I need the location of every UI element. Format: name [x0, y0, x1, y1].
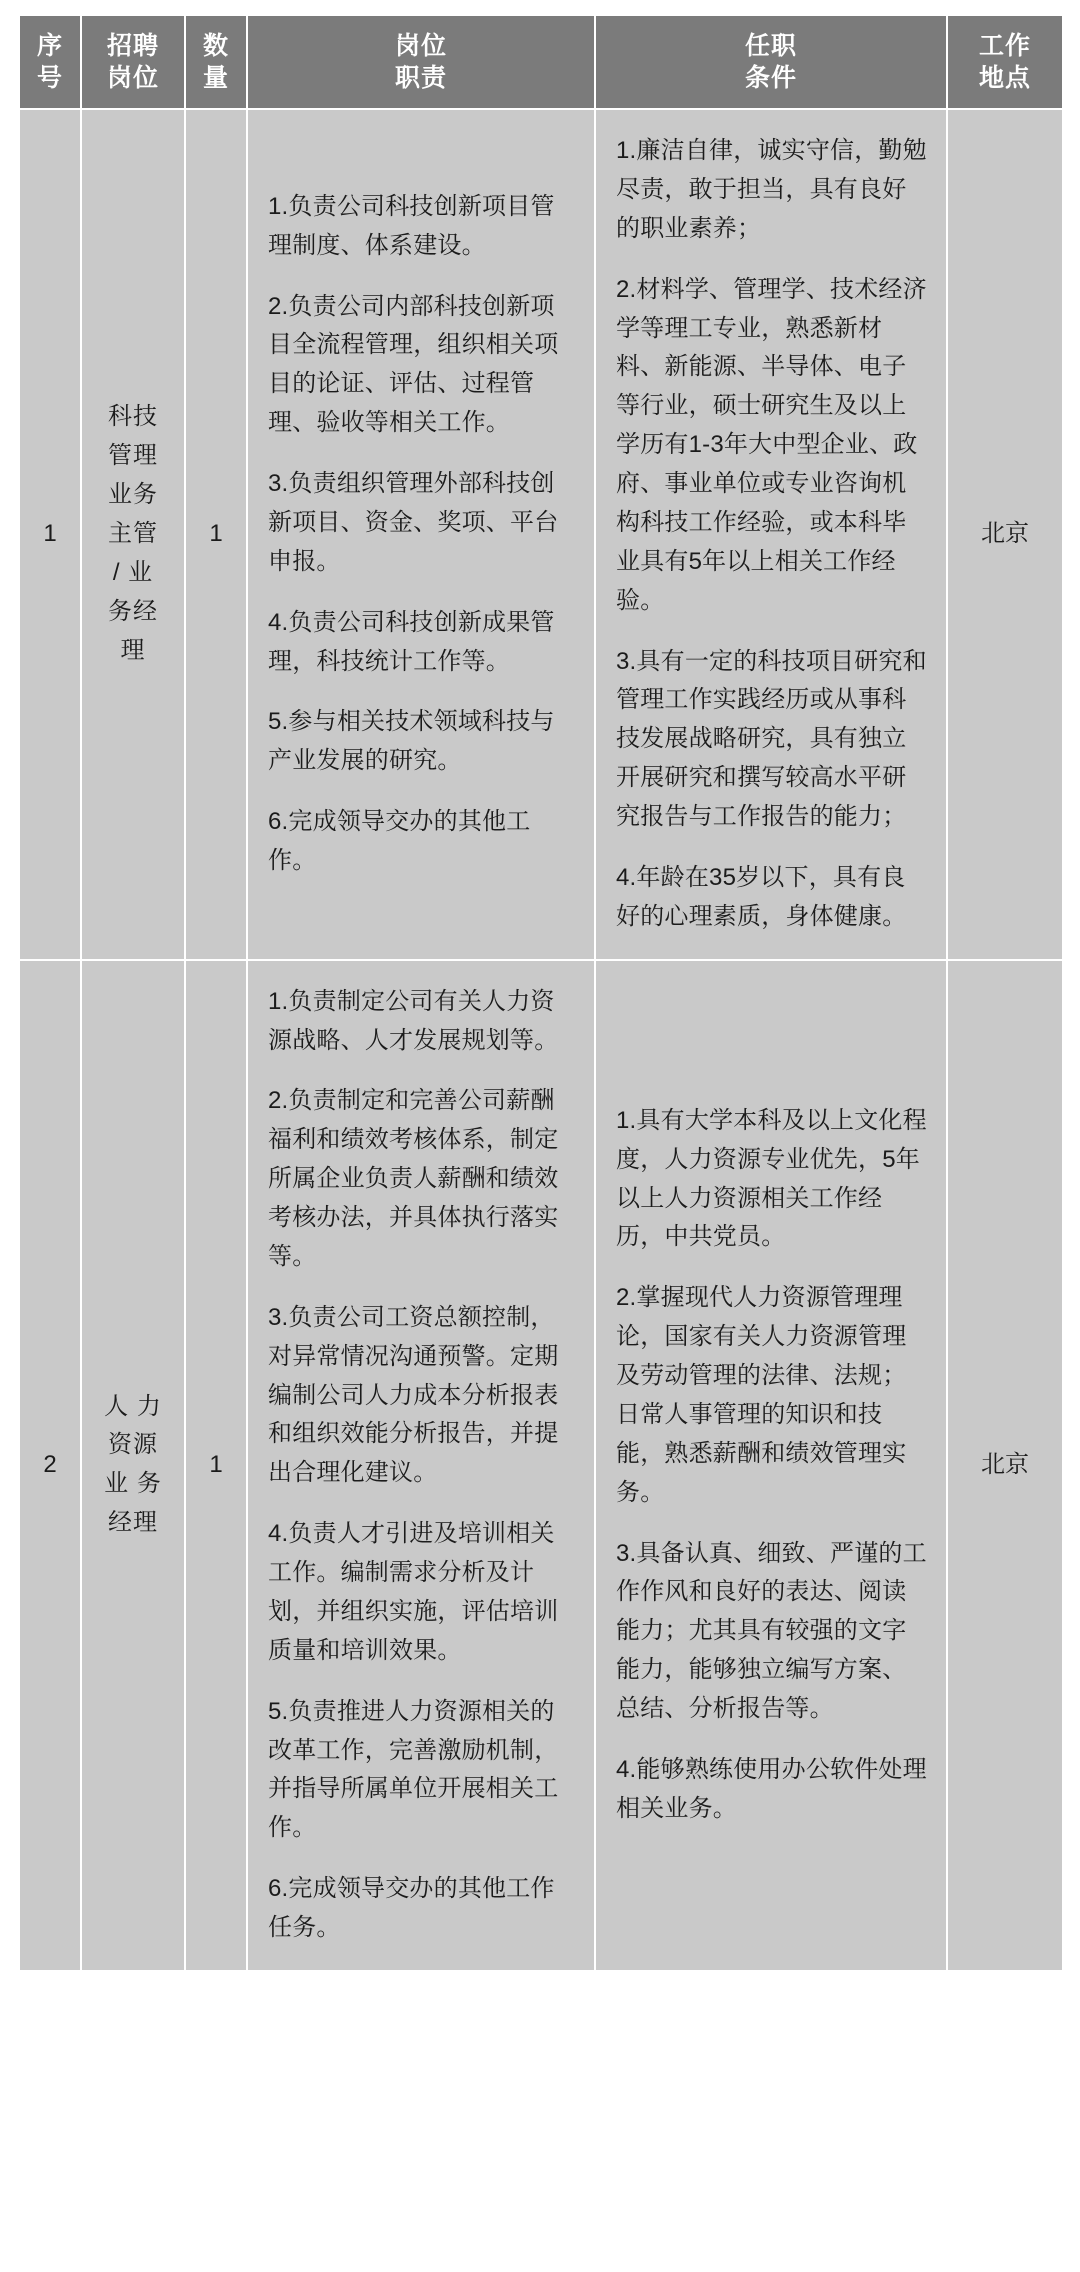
column-header-qty-line1: 数 — [202, 32, 229, 60]
row-location: 北京 — [947, 960, 1063, 1971]
row-post-title-line: 业 务 — [104, 1470, 162, 1498]
requirement-item: 3.具备认真、细致、严谨的工作作风和良好的表达、阅读能力；尤其具有较强的文字能力，能够独立编写方案、总结、分析报告等。 — [616, 1539, 927, 1723]
duty-item: 1.负责公司科技创新项目管理制度、体系建设。 — [268, 192, 555, 259]
duty-item: 5.负责推进人力资源相关的改革工作，完善激励机制，并指导所属单位开展相关工作。 — [268, 1697, 559, 1842]
duty-item: 4.负责公司科技创新成果管理，科技统计工作等。 — [268, 608, 555, 675]
column-header-post-line1: 招聘 — [106, 32, 159, 60]
duty-item: 3.负责公司工资总额控制，对异常情况沟通预警。定期编制公司人力成本分析报表和组织效能分析报告，并提出合理化建议。 — [268, 1303, 559, 1487]
row-requirements — [595, 109, 947, 960]
column-header-qty — [185, 15, 247, 109]
recruitment-table — [18, 14, 1064, 1972]
requirement-item: 4.年龄在35岁以下，具有良好的心理素质，身体健康。 — [616, 863, 907, 930]
column-header-no — [19, 15, 81, 109]
column-header-duty-line1: 岗位 — [394, 32, 447, 60]
column-header-requirement-line1: 任职 — [744, 32, 797, 60]
duty-item: 6.完成领导交办的其他工作。 — [268, 808, 531, 874]
requirement-item: 3.具有一定的科技项目研究和管理工作实践经历或从事科技发展战略研究，具有独立开展研究和撰写较高水平研究报告与工作报告的能力； — [616, 647, 927, 830]
row-post-title-line: 经理 — [108, 1509, 158, 1537]
row-post-title-line: 理 — [120, 636, 146, 664]
column-header-qty-line2: 量 — [202, 64, 229, 92]
row-no: 1 — [19, 109, 81, 960]
duty-item: 6.完成领导交办的其他工作任务。 — [268, 1875, 555, 1941]
column-header-post-line2: 岗位 — [106, 64, 159, 92]
column-header-location-line2: 地点 — [978, 64, 1031, 92]
row-no: 2 — [19, 960, 81, 1971]
row-post-title-line: 主管 — [108, 519, 158, 547]
row-duties — [247, 109, 595, 960]
requirement-item: 1.廉洁自律，诚实守信，勤勉尽责，敢于担当，具有良好的职业素养； — [616, 137, 927, 242]
row-quantity: 1 — [185, 960, 247, 1971]
row-post-title-line: 务经 — [108, 597, 158, 625]
column-header-location-line1: 工作 — [978, 32, 1031, 60]
column-header-no-line1: 序 — [36, 32, 63, 60]
requirement-item: 2.掌握现代人力资源管理理论，国家有关人力资源管理及劳动管理的法律、法规；日常人事管理的知识和技能，熟悉薪酬和绩效管理实务。 — [616, 1284, 907, 1506]
row-requirements — [595, 960, 947, 1971]
row-post-title-line: 资源 — [108, 1431, 158, 1459]
column-header-requirement-line2: 条件 — [744, 64, 797, 92]
row-post-title-line: 管理 — [108, 442, 158, 470]
table-row — [19, 109, 1063, 960]
row-post-title-line: 业务 — [108, 481, 158, 508]
table-body — [19, 109, 1063, 1971]
table-header-row — [19, 15, 1063, 109]
requirement-item: 2.材料学、管理学、技术经济学等理工专业，熟悉新材料、新能源、半导体、电子等行业，硕士研究生及以上学历有1-3年大中型企业、政府、事业单位或专业咨询机构科技工作经验，或本科毕业具有5年以上相关工作经验。 — [616, 275, 927, 614]
table-header — [19, 15, 1063, 109]
row-location: 北京 — [947, 109, 1063, 960]
column-header-duty — [247, 15, 595, 109]
column-header-requirement — [595, 15, 947, 109]
duty-item: 2.负责制定和完善公司薪酬福利和绩效考核体系，制定所属企业负责人薪酬和绩效考核办法，并具体执行落实等。 — [268, 1087, 559, 1270]
duty-item: 5.参与相关技术领域科技与产业发展的研究。 — [268, 708, 555, 775]
column-header-no-line2: 号 — [36, 64, 63, 92]
row-post-title — [81, 960, 185, 1971]
requirement-item: 1.具有大学本科及以上文化程度，人力资源专业优先，5年以上人力资源相关工作经历，中共党员。 — [616, 1106, 927, 1251]
row-post-title — [81, 109, 185, 960]
duty-item: 1.负责制定公司有关人力资源战略、人才发展规划等。 — [268, 987, 559, 1054]
requirement-item: 4.能够熟练使用办公软件处理相关业务。 — [616, 1755, 927, 1822]
column-header-post — [81, 15, 185, 109]
column-header-location — [947, 15, 1063, 109]
row-duties — [247, 960, 595, 1971]
duty-item: 2.负责公司内部科技创新项目全流程管理，组织相关项目的论证、评估、过程管理、验收等相关工作。 — [268, 292, 559, 437]
duty-item: 4.负责人才引进及培训相关工作。编制需求分析及计划，并组织实施，评估培训质量和培训效果。 — [268, 1520, 559, 1664]
table-row — [19, 960, 1063, 1971]
row-post-title-line: 科技 — [108, 403, 158, 431]
duty-item: 3.负责组织管理外部科技创新项目、资金、奖项、平台申报。 — [268, 470, 559, 575]
row-quantity: 1 — [185, 109, 247, 960]
row-post-title-line: 人 力 — [104, 1392, 162, 1420]
row-post-title-line: / 业 — [112, 558, 154, 586]
column-header-duty-line2: 职责 — [394, 64, 447, 92]
